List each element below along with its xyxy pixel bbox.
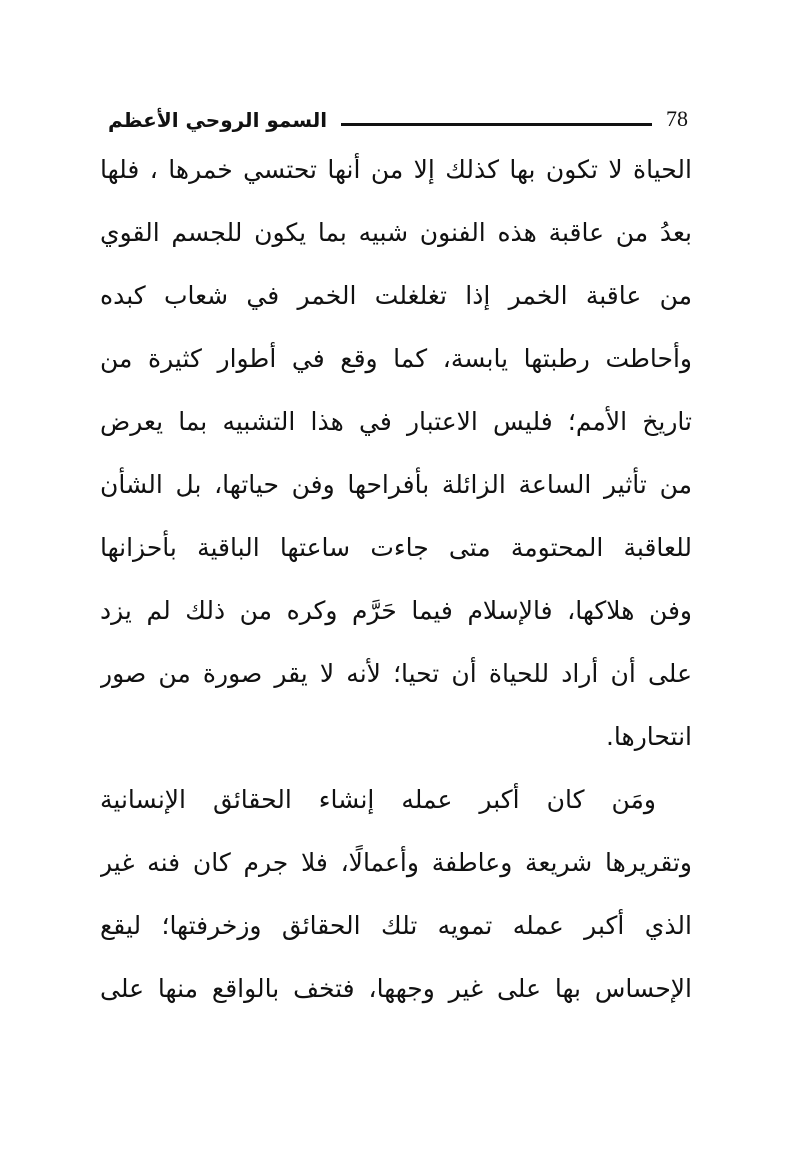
text-line: وتقريرها شريعة وعاطفة وأعمالًا، فلا جرم كان فنه غير — [100, 848, 692, 877]
text-line: بعدُ من عاقبة هذه الفنون شبيه بما يكون للجسم القوي — [100, 218, 692, 247]
body-text — [100, 138, 692, 1020]
text-line: وأحاطت رطبتها يابسة، كما وقع في أطوار كثيرة من — [100, 344, 692, 373]
page-number: 78 — [666, 106, 688, 131]
header-rule — [341, 123, 652, 126]
text-line: من تأثير الساعة الزائلة بأفراحها وفن حياتها، بل الشأن — [100, 470, 692, 499]
text-line: تاريخ الأمم؛ فليس الاعتبار في هذا التشبيه بما يعرض — [100, 407, 692, 436]
text-line: وفن هلاكها، فالإسلام فيما حَرَّم وكره من ذلك لم يزد — [100, 596, 692, 625]
text-line: ومَن كان أكبر عمله إنشاء الحقائق الإنسانية — [100, 785, 656, 814]
text-line: على أن أراد للحياة أن تحيا؛ لأنه لا يقر صورة من صور — [100, 659, 692, 688]
text-line: الحياة لا تكون بها كذلك إلا من أنها تحتسي خمرها ، فلها — [100, 155, 692, 184]
text-line: انتحارها. — [605, 722, 692, 751]
text-line: من عاقبة الخمر إذا تغلغلت الخمر في شعاب كبده — [100, 281, 692, 310]
text-line: الإحساس بها على غير وجهها، فتخف بالواقع منها على — [100, 974, 692, 1003]
running-header — [108, 98, 688, 134]
text-line: الذي أكبر عمله تمويه تلك الحقائق وزخرفتها؛ ليقع — [100, 911, 692, 940]
text-line: للعاقبة المحتومة متى جاءت ساعتها الباقية بأحزانها — [100, 533, 692, 562]
book-title: السمو الروحي الأعظم — [108, 108, 328, 132]
